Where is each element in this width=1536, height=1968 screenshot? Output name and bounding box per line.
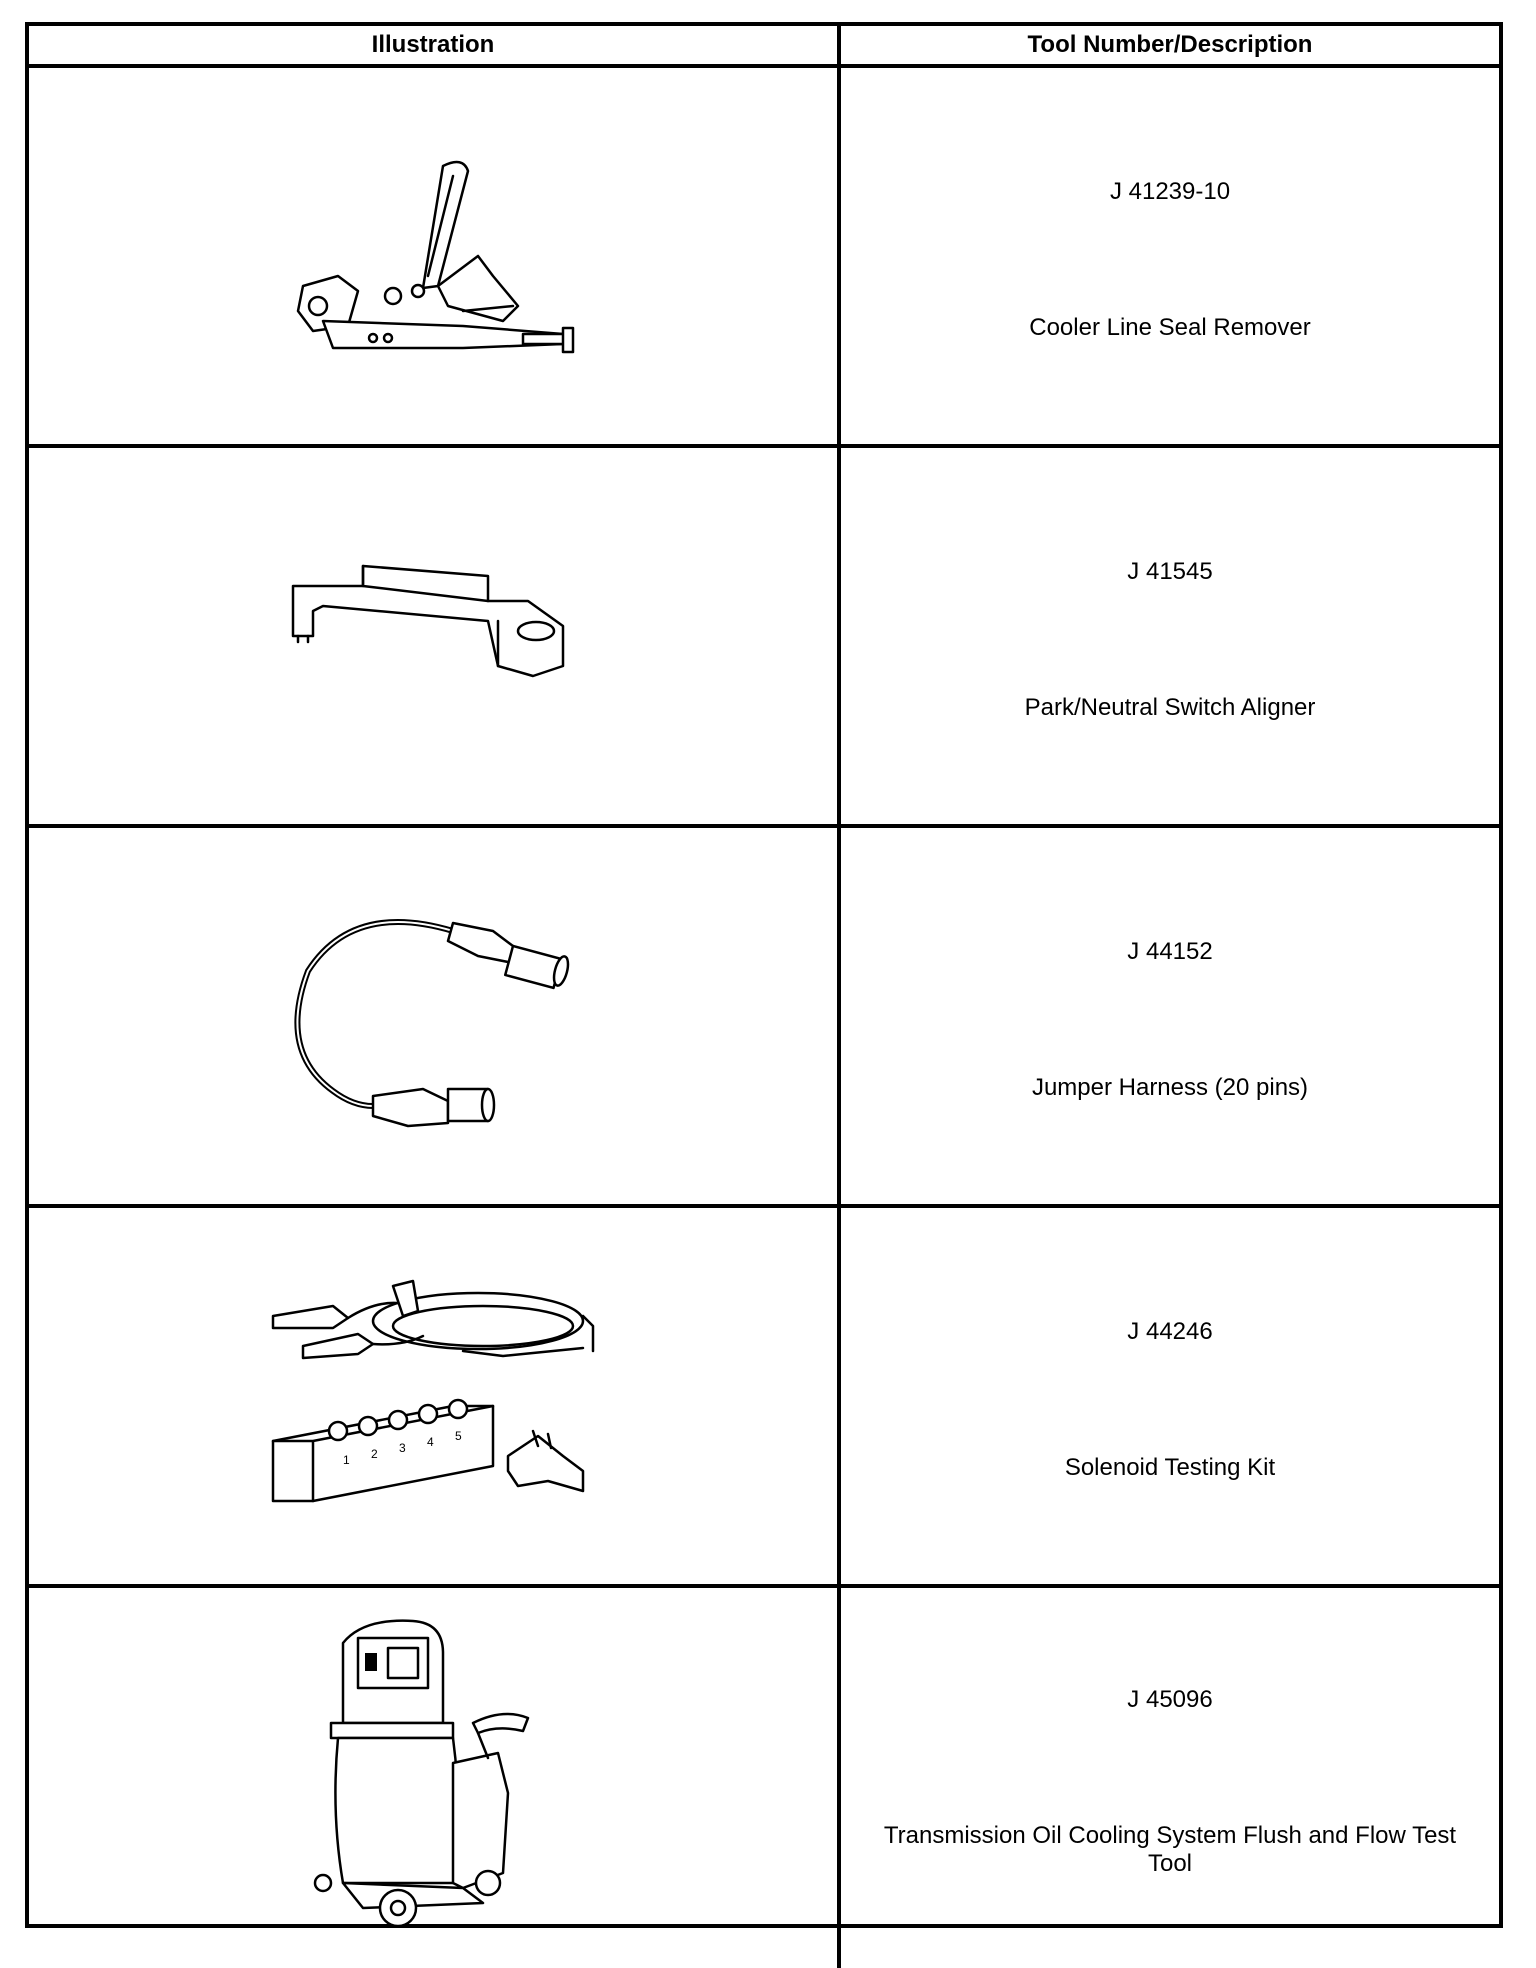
cooler-line-seal-remover-drawing	[263, 136, 603, 376]
tool-description: Solenoid Testing Kit	[1064, 1454, 1276, 1481]
illustration-cell	[29, 68, 841, 444]
kit-label-5: 5	[455, 1429, 462, 1443]
table-row	[29, 68, 1499, 448]
tool-number: J 41239-10	[1109, 178, 1231, 205]
tool-description: Transmission Oil Cooling System Flush and Flow Test Tool	[883, 1822, 1457, 1877]
jumper-harness-drawing	[263, 891, 603, 1141]
header-illustration: Illustration	[29, 26, 841, 68]
illustration-cell	[29, 1208, 841, 1584]
tool-description-cell	[841, 1588, 1499, 1968]
special-tools-table	[25, 22, 1503, 1928]
tool-description-cell	[841, 1208, 1499, 1584]
tool-description-cell	[841, 828, 1499, 1204]
tool-description: Cooler Line Seal Remover	[1029, 314, 1311, 341]
table-row	[29, 828, 1499, 1208]
kit-label-4: 4	[427, 1435, 434, 1449]
tool-number: J 44152	[1127, 938, 1213, 965]
tool-description-cell	[841, 448, 1499, 824]
illustration-cell	[29, 448, 841, 824]
tool-number: J 41545	[1127, 558, 1213, 585]
tool-description-cell	[841, 68, 1499, 444]
table-row	[29, 1208, 1499, 1588]
table-row	[29, 1588, 1499, 1968]
tool-number: J 45096	[1127, 1686, 1213, 1713]
tool-description: Jumper Harness (20 pins)	[1031, 1074, 1309, 1101]
solenoid-testing-kit-drawing	[263, 1256, 603, 1536]
kit-label-1: 1	[343, 1453, 350, 1467]
kit-label-2: 2	[371, 1447, 378, 1461]
illustration-cell	[29, 1588, 841, 1968]
table-row	[29, 448, 1499, 828]
tool-number: J 44246	[1127, 1318, 1213, 1345]
header-tool-number-description: Tool Number/Description	[841, 26, 1499, 68]
kit-label-3: 3	[399, 1441, 406, 1455]
park-neutral-switch-aligner-drawing	[263, 546, 603, 726]
flush-flow-test-tool-drawing	[303, 1613, 563, 1943]
illustration-cell	[29, 828, 841, 1204]
tool-description: Park/Neutral Switch Aligner	[1024, 694, 1316, 721]
